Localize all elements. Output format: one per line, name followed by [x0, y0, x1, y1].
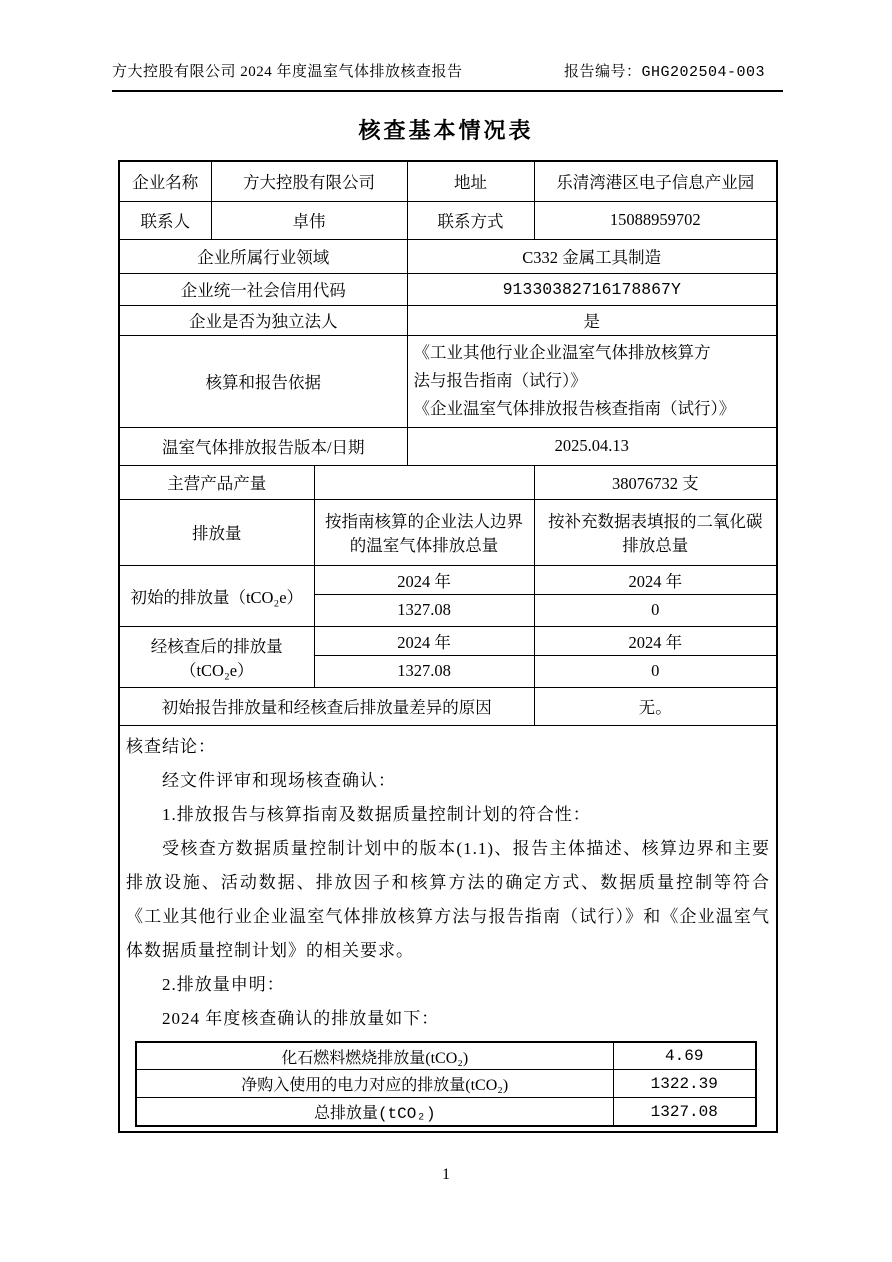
independent-value: 是: [407, 305, 777, 335]
conclusion-cell: [119, 725, 777, 1132]
page-number: 1: [442, 1166, 450, 1183]
emission-label: 排放量: [119, 499, 314, 565]
row-initial-emission-year: [119, 565, 777, 594]
total-emission-label: 总排放量(tCO₂): [136, 1098, 613, 1126]
electricity-emission-label: 净购入使用的电力对应的排放量(tCO₂): [136, 1070, 613, 1098]
industry-value: C332 金属工具制造: [407, 239, 777, 273]
conclusion-p5: 2024 年度核查确认的排放量如下：: [162, 1008, 440, 1028]
row-emission-headers: [119, 499, 777, 565]
initial-emission-year1: 2024 年: [314, 565, 534, 594]
conclusion-p3: 受核查方数据质量控制计划中的版本(1.1)、报告主体描述、核算边界和主要排放设施、活动数据、排放因子和核算方法的确定方式、数据质量控制等符合《工业其他行业企业温室气体排放核算方法与报告指南（试行）》和《企业温室气体数据质量控制计划》的相关要求。: [126, 838, 770, 960]
row-product-output: [119, 465, 777, 499]
emissions-row-total: [136, 1098, 756, 1126]
product-output-label: 主营产品产量: [119, 465, 314, 499]
row-verified-emission-year: [119, 626, 777, 655]
basis-value: [407, 335, 777, 427]
verified-emission-year2: 2024 年: [534, 626, 777, 655]
contact-value: 卓伟: [211, 201, 407, 239]
row-industry: [119, 239, 777, 273]
product-output-value: 38076732 支: [534, 465, 777, 499]
electricity-emission-value: 1322.39: [613, 1070, 756, 1098]
row-credit-code: [119, 273, 777, 305]
page-title: 核查基本情况表: [358, 118, 534, 143]
credit-code-value: 91330382716178867Y: [407, 273, 777, 305]
conclusion-p2: 1.排放报告与核算指南及数据质量控制计划的符合性：: [162, 804, 591, 824]
company-name-value: 方大控股有限公司: [211, 161, 407, 201]
report-number-label: 报告编号：: [563, 64, 642, 80]
company-name-label: 企业名称: [119, 161, 211, 201]
product-output-empty-cell: [314, 465, 534, 499]
row-report-version: [119, 427, 777, 465]
verified-emission-year1: 2024 年: [314, 626, 534, 655]
credit-code-label: 企业统一社会信用代码: [119, 273, 407, 305]
address-value: 乐清湾港区电子信息产业园: [534, 161, 777, 201]
initial-emission-value1: 1327.08: [314, 594, 534, 626]
conclusion-p1: 经文件评审和现场核查确认：: [162, 770, 396, 790]
row-conclusion: [119, 725, 777, 1132]
basis-line-2: 法与报告指南（试行）》: [413, 371, 587, 390]
independent-label: 企业是否为独立法人: [119, 305, 407, 335]
verified-emission-label-line2: （tCO₂e）: [179, 660, 254, 680]
emission-col2-header: 按补充数据表填报的二氧化碳排放总量: [534, 499, 777, 565]
verified-emission-label-line1: 经核查后的排放量: [150, 636, 283, 656]
verified-emission-value2: 0: [534, 655, 777, 687]
row-independent-legal-entity: [119, 305, 777, 335]
running-header: [112, 60, 783, 92]
fossil-fuel-emission-label: 化石燃料燃烧排放量(tCO₂): [136, 1042, 613, 1070]
row-company-address: [119, 161, 777, 201]
emission-col1-header: 按指南核算的企业法人边界的温室气体排放总量: [314, 499, 534, 565]
basis-label: 核算和报告依据: [119, 335, 407, 427]
verified-emission-label: [119, 626, 314, 687]
total-emission-value: 1327.08: [613, 1098, 756, 1126]
contact-method-label: 联系方式: [407, 201, 534, 239]
conclusion-block: [126, 730, 770, 1127]
contact-label: 联系人: [119, 201, 211, 239]
industry-label: 企业所属行业领域: [119, 239, 407, 273]
initial-emission-year2: 2024 年: [534, 565, 777, 594]
row-accounting-basis: [119, 335, 777, 427]
report-version-label: 温室气体排放报告版本/日期: [119, 427, 407, 465]
basis-line-1: 《工业其他行业企业温室气体排放核算方: [413, 343, 711, 362]
row-contact: [119, 201, 777, 239]
difference-reason-value: 无。: [534, 687, 777, 725]
verified-emission-value1: 1327.08: [314, 655, 534, 687]
conclusion-heading: 核查结论：: [126, 736, 216, 756]
contact-method-value: 15088959702: [534, 201, 777, 239]
emissions-row-electricity: [136, 1070, 756, 1098]
fossil-fuel-emission-value: 4.69: [613, 1042, 756, 1070]
basis-line-3: 《企业温室气体排放报告核查指南（试行）》: [413, 399, 736, 418]
difference-reason-label: 初始报告排放量和经核查后排放量差异的原因: [119, 687, 534, 725]
row-difference-reason: [119, 687, 777, 725]
report-number-value: GHG202504-003: [641, 64, 765, 81]
header-report-title: 方大控股有限公司 2024 年度温室气体排放核查报告: [112, 64, 463, 80]
header-report-number: [564, 60, 783, 81]
address-label: 地址: [407, 161, 534, 201]
confirmed-emissions-table: [135, 1041, 757, 1127]
report-version-value: 2025.04.13: [407, 427, 777, 465]
conclusion-p4: 2.排放量申明：: [162, 974, 285, 994]
initial-emission-label: 初始的排放量（tCO₂e）: [119, 565, 314, 626]
verification-basic-info-table: [118, 160, 778, 1133]
emissions-row-fossil: [136, 1042, 756, 1070]
initial-emission-value2: 0: [534, 594, 777, 626]
